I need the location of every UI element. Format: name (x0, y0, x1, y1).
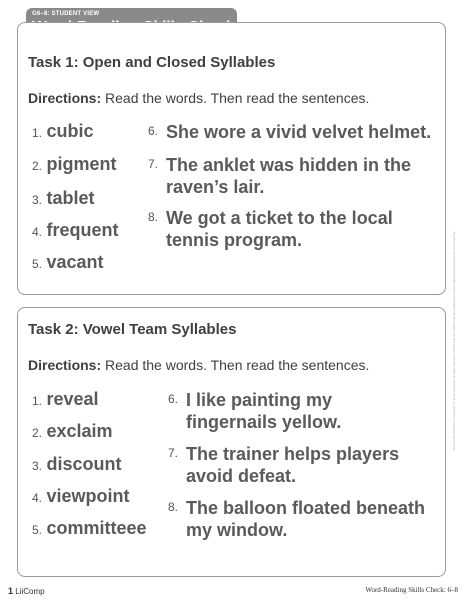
task1-word-1 (32, 121, 93, 142)
word-number: 2. (32, 426, 43, 440)
word-text: pigment (46, 154, 117, 174)
sentence-line: The anklet was hidden in the (166, 155, 412, 175)
sentence-number: 7. (168, 446, 179, 460)
word-number: 4. (32, 225, 43, 239)
sentence-line: The balloon floated beneath (186, 498, 426, 518)
task1-box (17, 22, 446, 295)
sentence-line: fingernails yellow. (186, 412, 342, 432)
page-number: 1 (8, 586, 14, 596)
task1-word-5 (32, 252, 104, 273)
sentence-number: 8. (168, 500, 179, 514)
word-text: discount (46, 454, 122, 474)
task1-word-4 (32, 220, 118, 241)
task2-directions-text: Read the words. Then read the sentences. (101, 357, 370, 373)
sentence-line: I like painting my (186, 390, 333, 410)
task2-directions (28, 357, 369, 373)
sentence-number: 6. (148, 124, 159, 138)
sentence-line: raven’s lair. (166, 177, 265, 197)
word-text: reveal (46, 389, 99, 409)
word-text: tablet (46, 188, 95, 208)
sentence-line: The trainer helps players (186, 444, 400, 464)
sentence-line: avoid defeat. (186, 466, 297, 486)
sentence-line: She wore a vivid velvet helmet. (166, 122, 432, 142)
sentence-line: my window. (186, 520, 288, 540)
task2-title: Task 2: Vowel Team Syllables (28, 321, 237, 338)
word-text: vacant (46, 252, 104, 272)
word-text: committeee (46, 518, 147, 538)
sentence-number: 7. (148, 157, 159, 171)
header-kicker: G6–8: STUDENT VIEW (32, 11, 100, 17)
task2-word-1 (32, 389, 99, 410)
sentence-line: We got a ticket to the local (166, 208, 393, 228)
task1-word-2 (32, 154, 116, 175)
task2-box (17, 307, 446, 577)
word-number: 2. (32, 159, 43, 173)
task1-directions-text: Read the words. Then read the sentences. (101, 90, 370, 106)
task2-word-3 (32, 454, 121, 475)
word-text: exclaim (46, 421, 113, 441)
word-number: 3. (32, 193, 43, 207)
word-number: 4. (32, 491, 43, 505)
word-number: 5. (32, 257, 43, 271)
footer-left (8, 586, 45, 596)
word-text: frequent (46, 220, 119, 240)
sentence-line: tennis program. (166, 230, 303, 250)
task1-directions-label: Directions: (28, 90, 102, 106)
word-number: 1. (32, 126, 43, 140)
footer-right: Word-Reading Skills Check: 6–8 (365, 586, 458, 594)
word-number: 1. (32, 394, 43, 408)
task2-directions-label: Directions: (28, 357, 102, 373)
sentence-number: 8. (148, 210, 159, 224)
task2-word-2 (32, 421, 113, 442)
word-text: viewpoint (46, 486, 130, 506)
word-number: 3. (32, 459, 43, 473)
task1-word-3 (32, 188, 94, 209)
side-legal-text: Item #2023-PRG-012 • Copyright © Lexia Learning. All rights reserved. LETRS and the LETRS logo are trademarks and/or registered trademarks of Lexia Learning. (452, 230, 456, 450)
task2-word-4 (32, 486, 129, 507)
footer-brand: LiiComp (15, 587, 45, 596)
task1-directions (28, 90, 369, 106)
word-text: cubic (46, 121, 94, 141)
task1-title: Task 1: Open and Closed Syllables (28, 54, 276, 71)
sentence-number: 6. (168, 392, 179, 406)
task2-word-5 (32, 518, 147, 539)
word-number: 5. (32, 523, 43, 537)
